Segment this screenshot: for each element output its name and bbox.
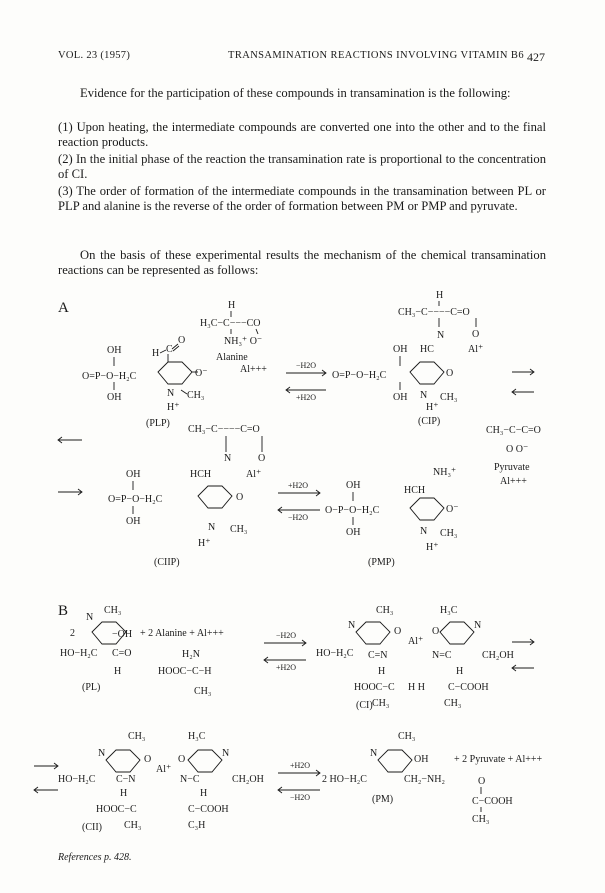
- svg-text:H: H: [378, 666, 386, 677]
- pl-label: (PL): [82, 682, 101, 693]
- svg-text:OH: OH: [346, 480, 361, 491]
- svg-text:N: N: [420, 526, 428, 537]
- ciip-label: (CIIP): [154, 557, 180, 568]
- svg-text:HOOC−C: HOOC−C: [96, 804, 137, 815]
- svg-text:HOOC−C: HOOC−C: [354, 682, 395, 693]
- svg-text:OH: OH: [414, 754, 429, 765]
- svg-text:N: N: [167, 388, 175, 399]
- svg-text:H₂N: H₂N: [182, 649, 200, 660]
- svg-text:+H2O: +H2O: [288, 481, 309, 490]
- svg-text:N: N: [224, 453, 232, 464]
- svg-text:H⁺: H⁺: [426, 542, 439, 553]
- svg-text:CH₃: CH₃: [398, 731, 416, 742]
- svg-text:H: H: [436, 290, 444, 301]
- svg-text:N: N: [420, 390, 428, 401]
- svg-text:OH: OH: [126, 516, 141, 527]
- svg-text:O=P−O−H₂C: O=P−O−H₂C: [332, 370, 387, 381]
- svg-text:H: H: [120, 788, 128, 799]
- ci-label: (CI): [356, 700, 373, 711]
- svg-text:C₃H: C₃H: [188, 820, 206, 831]
- plp-structure: [82, 335, 208, 429]
- pl-structure: [60, 605, 224, 697]
- svg-text:C−COOH: C−COOH: [472, 796, 513, 807]
- svg-text:N: N: [348, 620, 356, 631]
- paragraph-point-2: (2) In the initial phase of the reaction the transamination rate is proportional to the concentration of CI.: [58, 152, 546, 181]
- svg-text:C=O: C=O: [112, 648, 132, 659]
- arrows-cii-pm: [278, 761, 320, 802]
- svg-text:O=P−O−H₂C: O=P−O−H₂C: [82, 371, 137, 382]
- svg-text:H⁺: H⁺: [198, 538, 211, 549]
- svg-text:O: O: [178, 754, 186, 765]
- svg-text:−OH: −OH: [112, 629, 133, 640]
- svg-text:CH₂−NH₂: CH₂−NH₂: [404, 774, 445, 785]
- cii-label: (CII): [82, 822, 102, 833]
- cip-label: (CIP): [418, 416, 441, 427]
- svg-text:OH: OH: [107, 392, 122, 403]
- svg-text:OH: OH: [107, 345, 122, 356]
- running-title: TRANSAMINATION REACTIONS INVOLVING VITAMIN B6: [228, 50, 524, 61]
- svg-text:HOOC−C−H: HOOC−C−H: [158, 666, 212, 677]
- alanine-structure: [200, 300, 267, 375]
- products-label: + 2 Pyruvate + Al+++: [454, 754, 543, 765]
- svg-text:−H2O: −H2O: [290, 793, 311, 802]
- arrows-plp-cip: [286, 361, 326, 402]
- svg-text:O: O: [472, 329, 480, 340]
- svg-text:O: O: [446, 368, 454, 379]
- pm-structure: [322, 731, 543, 825]
- svg-text:OH: OH: [346, 527, 361, 538]
- svg-text:N: N: [222, 748, 230, 759]
- svg-text:H₃C: H₃C: [188, 731, 206, 742]
- arrows-pl-ci: [264, 631, 306, 672]
- svg-text:CH₃: CH₃: [194, 686, 212, 697]
- paragraph-point-1: (1) Upon heating, the intermediate compounds are converted one into the other and to the final reaction products.: [58, 120, 546, 149]
- paragraph-point-3: (3) The order of formation of the intermediate compounds in the transamination between PL or PLP and alanine is the reverse of the order of formation between PM or PMP and pyruvate.: [58, 184, 546, 213]
- svg-text:H⁺: H⁺: [426, 402, 439, 413]
- svg-text:CH₃: CH₃: [128, 731, 146, 742]
- svg-text:NH₃⁺: NH₃⁺: [433, 467, 457, 478]
- al-label: Al+++: [240, 364, 267, 375]
- svg-text:C=N: C=N: [368, 650, 388, 661]
- svg-text:HO−H₂C: HO−H₂C: [58, 774, 96, 785]
- svg-text:CH₃: CH₃: [187, 390, 205, 401]
- svg-text:N: N: [98, 748, 106, 759]
- svg-text:HCH: HCH: [404, 485, 426, 496]
- svg-text:H: H: [152, 348, 160, 359]
- svg-text:Al⁺: Al⁺: [408, 636, 424, 647]
- svg-text:−H2O: −H2O: [276, 631, 297, 640]
- svg-text:O: O: [478, 776, 486, 787]
- svg-text:H: H: [228, 300, 236, 311]
- svg-text:HC: HC: [420, 344, 434, 355]
- svg-text:Al+++: Al+++: [500, 476, 527, 487]
- svg-text:O=P−O−H₂C: O=P−O−H₂C: [108, 494, 163, 505]
- pyruvate-structure: [486, 425, 541, 487]
- svg-text:CH₃: CH₃: [230, 524, 248, 535]
- svg-text:−H2O: −H2O: [288, 513, 309, 522]
- svg-text:CH₃: CH₃: [104, 605, 122, 616]
- svg-text:N: N: [437, 330, 445, 341]
- svg-text:C: C: [166, 344, 173, 355]
- volume-info: VOL. 23 (1957): [58, 50, 131, 61]
- svg-text:O O⁻: O O⁻: [506, 444, 529, 455]
- reactants-label: + 2 Alanine + Al+++: [140, 628, 224, 639]
- svg-text:O: O: [236, 492, 244, 503]
- svg-text:OH: OH: [126, 469, 141, 480]
- svg-text:N=C: N=C: [432, 650, 452, 661]
- svg-text:O: O: [258, 453, 266, 464]
- svg-text:+H2O: +H2O: [296, 393, 317, 402]
- scheme-a-label: A: [58, 300, 69, 316]
- svg-text:+H2O: +H2O: [290, 761, 311, 770]
- svg-text:O: O: [432, 626, 440, 637]
- svg-text:CH₃−C−−−−C=O: CH₃−C−−−−C=O: [188, 424, 260, 435]
- svg-text:N: N: [86, 612, 94, 623]
- svg-text:2: 2: [70, 628, 75, 639]
- svg-text:O: O: [178, 335, 186, 346]
- svg-text:−H2O: −H2O: [296, 361, 317, 370]
- svg-text:H: H: [200, 788, 208, 799]
- svg-text:CH₃: CH₃: [440, 528, 458, 539]
- svg-text:HO−H₂C: HO−H₂C: [316, 648, 354, 659]
- svg-text:C−COOH: C−COOH: [188, 804, 229, 815]
- svg-text:C−N: C−N: [116, 774, 136, 785]
- svg-text:N: N: [474, 620, 482, 631]
- svg-text:CH₂OH: CH₂OH: [232, 774, 264, 785]
- svg-text:H₃C−C−−−CO: H₃C−C−−−CO: [200, 318, 261, 329]
- svg-text:CH₃: CH₃: [440, 392, 458, 403]
- cii-structure: [58, 731, 264, 833]
- svg-text:O: O: [394, 626, 402, 637]
- ci-structure: [316, 605, 514, 711]
- cip-structure: [332, 290, 483, 427]
- svg-text:N−C: N−C: [180, 774, 200, 785]
- svg-text:O⁻: O⁻: [446, 504, 459, 515]
- ciip-structure: [108, 424, 265, 568]
- paragraph-mechanism: On the basis of these experimental results the mechanism of the chemical transamination reactions can be represented as follows:: [58, 248, 546, 277]
- scheme-b-label: B: [58, 603, 69, 619]
- svg-text:OH: OH: [393, 392, 408, 403]
- svg-text:H: H: [456, 666, 464, 677]
- svg-text:Al⁺: Al⁺: [246, 469, 262, 480]
- svg-text:CH₃: CH₃: [376, 605, 394, 616]
- svg-text:HO−H₂C: HO−H₂C: [60, 648, 98, 659]
- svg-text:CH₃−C−C=O: CH₃−C−C=O: [486, 425, 541, 436]
- plp-label: (PLP): [146, 418, 170, 429]
- svg-text:O⁻: O⁻: [195, 368, 208, 379]
- pmp-structure: [325, 467, 459, 568]
- svg-text:N: N: [208, 522, 216, 533]
- svg-text:CH₃−C−−−−C=O: CH₃−C−−−−C=O: [398, 307, 470, 318]
- svg-text:H: H: [114, 666, 122, 677]
- pmp-label: (PMP): [368, 557, 395, 568]
- svg-text:CH₃: CH₃: [472, 814, 490, 825]
- page-number: 427: [527, 50, 545, 64]
- svg-text:O−P−O−H₂C: O−P−O−H₂C: [325, 505, 380, 516]
- svg-text:CH₃: CH₃: [372, 698, 390, 709]
- paragraph-evidence: Evidence for the participation of these compounds in transamination is the following:: [80, 86, 511, 100]
- svg-text:Al⁺: Al⁺: [468, 344, 484, 355]
- svg-text:H₃C: H₃C: [440, 605, 458, 616]
- svg-text:N: N: [370, 748, 378, 759]
- svg-text:HCH: HCH: [190, 469, 212, 480]
- svg-text:CH₃: CH₃: [124, 820, 142, 831]
- svg-text:CH₃: CH₃: [444, 698, 462, 709]
- svg-text:CH₂OH: CH₂OH: [482, 650, 514, 661]
- svg-text:H H: H H: [408, 682, 425, 693]
- svg-text:C−COOH: C−COOH: [448, 682, 489, 693]
- arrows-ciip-pmp: [278, 481, 320, 522]
- svg-text:Al⁺: Al⁺: [156, 764, 172, 775]
- svg-text:OH: OH: [393, 344, 408, 355]
- svg-text:2 HO−H₂C: 2 HO−H₂C: [322, 774, 367, 785]
- svg-text:O: O: [144, 754, 152, 765]
- svg-text:H⁺: H⁺: [167, 402, 180, 413]
- alanine-label: Alanine: [216, 352, 248, 363]
- pyruvate-label: Pyruvate: [494, 462, 530, 473]
- pm-label: (PM): [372, 794, 394, 805]
- references-note: References p. 428.: [58, 852, 132, 863]
- svg-text:NH₃⁺ O⁻: NH₃⁺ O⁻: [224, 336, 263, 347]
- svg-text:+H2O: +H2O: [276, 663, 297, 672]
